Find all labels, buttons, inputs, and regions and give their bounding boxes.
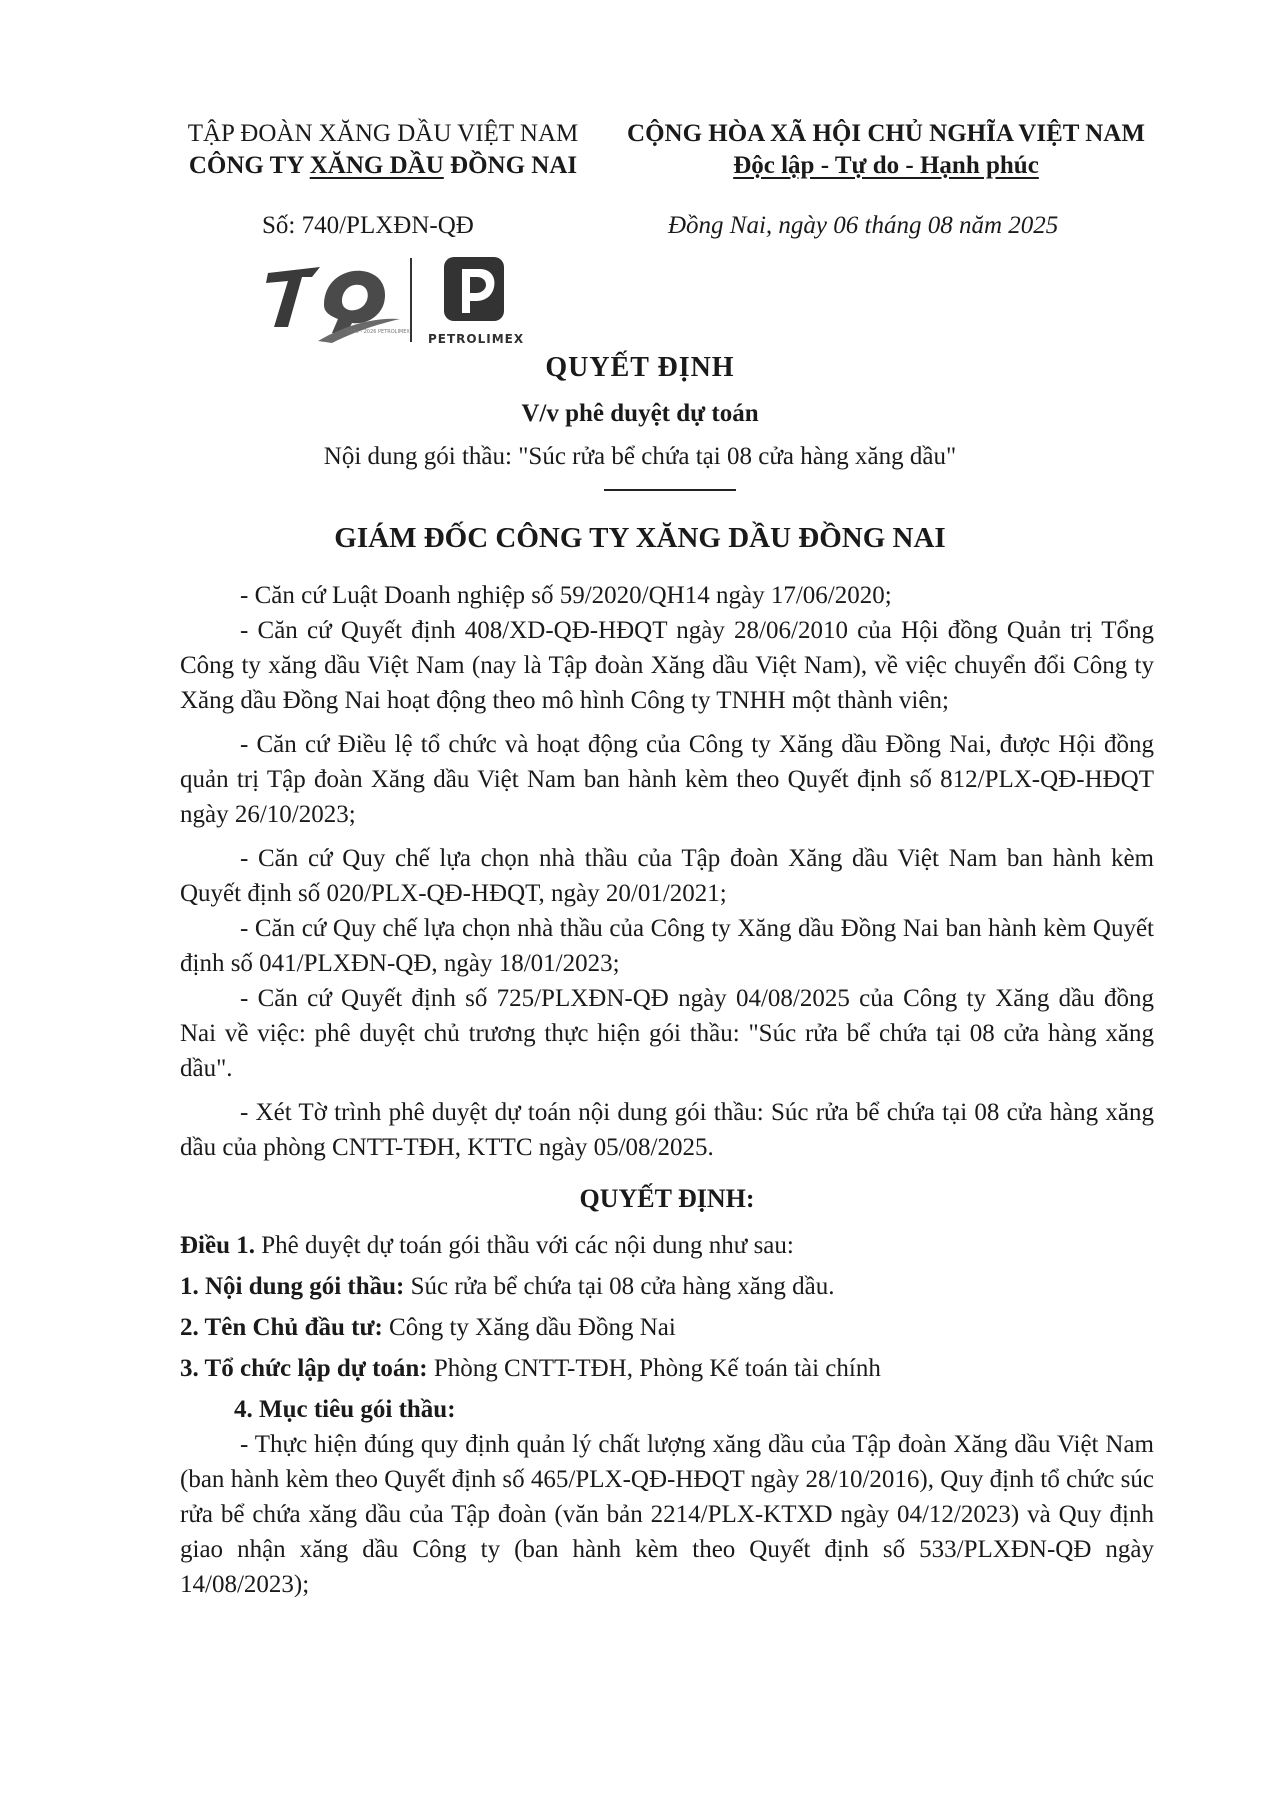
country-name: CỘNG HÒA XÃ HỘI CHỦ NGHĨA VIỆT NAM [627, 120, 1145, 147]
company-name-text: CÔNG TY XĂNG DẦU ĐỒNG NAI [188, 152, 578, 179]
item-4-label: 4. Mục tiêu gói thầu: [234, 1396, 456, 1423]
motto-text: Độc lập - Tự do - Hạnh phúc [733, 152, 1039, 179]
basis-7: - Xét Tờ trình phê duyệt dự toán nội dung gói thầu: Súc rửa bể chứa tại 08 cửa hàng xăng dầu của phòng CNTT-TĐH, KTTC ngày 05/08/2025. [180, 1099, 1154, 1161]
anniversary-70-logo [262, 255, 410, 345]
article-1 [180, 1228, 1154, 1263]
item-3-label: 3. Tổ chức lập dự toán: [180, 1355, 428, 1382]
item-4 [180, 1392, 1154, 1427]
place-and-date: Đồng Nai, ngày 06 tháng 08 năm 2025 [668, 212, 1059, 239]
logo-divider [410, 258, 412, 342]
title-divider [604, 489, 736, 491]
company-name [183, 150, 583, 182]
anniversary-70-icon [262, 255, 410, 345]
basis-1: - Căn cứ Luật Doanh nghiệp số 59/2020/QH14 ngày 17/06/2020; [240, 582, 892, 609]
anniversary-small-text: 1956 - 2026 PETROLIMEX [346, 329, 410, 335]
document-number: Số: 740/PLXĐN-QĐ [262, 212, 474, 239]
item-3 [180, 1351, 1154, 1386]
article-1-text: Phê duyệt dự toán gói thầu với các nội dung như sau: [255, 1232, 794, 1259]
national-motto [612, 118, 1160, 182]
item-2-value: Công ty Xăng dầu Đồng Nai [382, 1314, 676, 1341]
basis-6: - Căn cứ Quyết định số 725/PLXĐN-QĐ ngày 04/08/2025 của Công ty Xăng dầu đồng Nai về việc: phê duyệt chủ trương thực hiện gói thầu: "Súc rửa bể chứa tại 08 cửa hàng xăng dầu". [180, 985, 1154, 1082]
item-1-value: Súc rửa bể chứa tại 08 cửa hàng xăng dầu. [404, 1273, 835, 1300]
petrolimex-icon [422, 255, 532, 350]
basis-5: - Căn cứ Quy chế lựa chọn nhà thầu của Công ty Xăng dầu Đồng Nai ban hành kèm Quyết định số 041/PLXĐN-QĐ, ngày 18/01/2023; [180, 915, 1154, 977]
issuing-organization [183, 118, 583, 182]
decision-heading: QUYẾT ĐỊNH: [579, 1184, 755, 1213]
item-1 [180, 1269, 1154, 1304]
basis-3: - Căn cứ Điều lệ tổ chức và hoạt động của Công ty Xăng dầu Đồng Nai, được Hội đồng quản trị Tập đoàn Xăng dầu Việt Nam ban hành kèm theo Quyết định số 812/PLX-QĐ-HĐQT ngày 26/10/2023; [180, 731, 1154, 828]
decision-title: QUYẾT ĐỊNH [545, 352, 735, 383]
item-1-label: 1. Nội dung gói thầu: [180, 1273, 405, 1300]
petrolimex-logo [422, 255, 532, 350]
parent-org-name: TẬP ĐOÀN XĂNG DẦU VIỆT NAM [187, 120, 579, 147]
basis-2: - Căn cứ Quyết định 408/XD-QĐ-HĐQT ngày 28/06/2010 của Hội đồng Quản trị Tổng Công ty xăng dầu Việt Nam (nay là Tập đoàn Xăng dầu Việt Nam), về việc chuyển đổi Công ty Xăng dầu Đồng Nai hoạt động theo mô hình Công ty TNHH một thành viên; [180, 617, 1154, 714]
decision-subject: V/v phê duyệt dự toán [521, 400, 759, 427]
article-1-label: Điều 1. [180, 1232, 255, 1259]
basis-4: - Căn cứ Quy chế lựa chọn nhà thầu của Tập đoàn Xăng dầu Việt Nam ban hành kèm Quyết định số 020/PLX-QĐ-HĐQT, ngày 20/01/2021; [180, 845, 1154, 907]
package-content: Nội dung gói thầu: "Súc rửa bể chứa tại 08 cửa hàng xăng dầu" [323, 443, 957, 470]
item-2 [180, 1310, 1154, 1345]
document-body [180, 578, 1154, 1602]
petrolimex-text: PETROLIMEX [428, 332, 525, 346]
item-2-label: 2. Tên Chủ đầu tư: [180, 1314, 383, 1341]
issuing-authority: GIÁM ĐỐC CÔNG TY XĂNG DẦU ĐỒNG NAI [334, 522, 946, 554]
objective-text: - Thực hiện đúng quy định quản lý chất lượng xăng dầu của Tập đoàn Xăng dầu Việt Nam (ban hành kèm theo Quyết định số 465/PLX-QĐ-HĐQT ngày 28/10/2016), Quy định tổ chức súc rửa bể chứa xăng dầu của Tập đoàn (văn bản 2214/PLX-KTXD ngày 04/12/2023) và Quy định giao nhận xăng dầu Công ty (ban hành kèm theo Quyết định số 533/PLXĐN-QĐ ngày 14/08/2023); [180, 1431, 1154, 1598]
motto [612, 150, 1160, 182]
item-3-value: Phòng CNTT-TĐH, Phòng Kế toán tài chính [427, 1355, 881, 1382]
